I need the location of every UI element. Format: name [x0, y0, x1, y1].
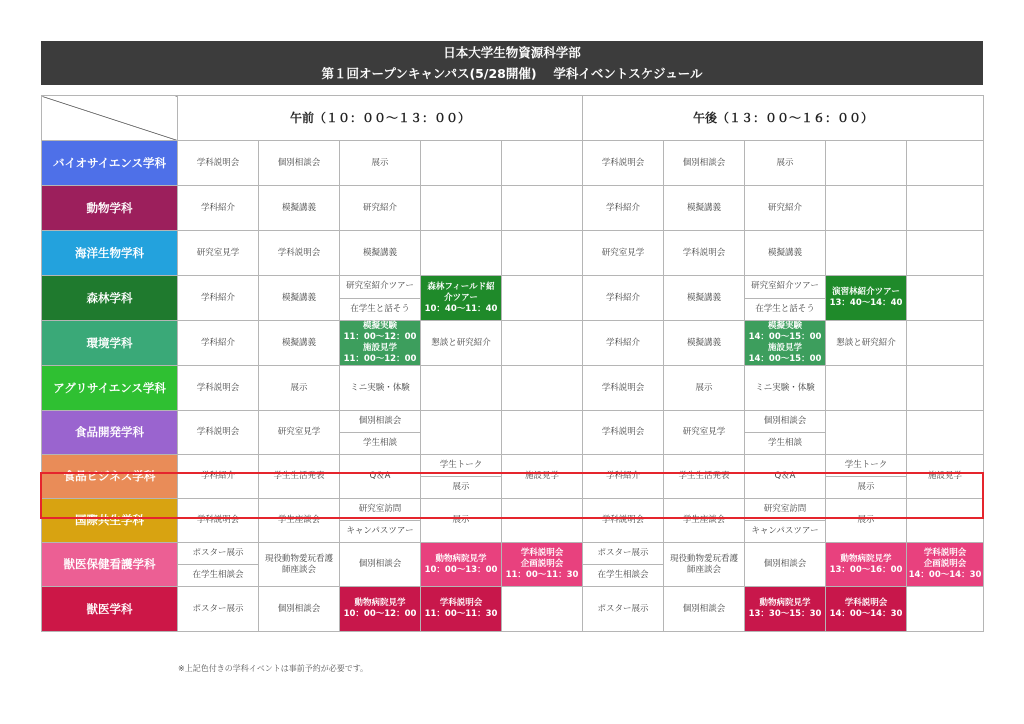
event-time: 11：00〜11：30 [424, 609, 498, 619]
event-cell: ポスター展示 [583, 543, 664, 565]
empty-cell [421, 186, 502, 231]
event-cell: 学科説明会 [583, 411, 664, 455]
empty-cell [502, 186, 583, 231]
event-cell: 学生相談 [745, 433, 826, 455]
event-time: 14：00〜15：00 [748, 354, 822, 364]
event-time: 11：00〜12：00 [343, 332, 417, 342]
event-cell: 研究紹介 [340, 186, 421, 231]
event-time: 14：00〜14：30 [908, 570, 982, 580]
event-cell: 展示 [664, 366, 745, 411]
empty-cell [907, 276, 984, 321]
event-cell: キャンパスツアー [745, 521, 826, 543]
period-am-header: 午前（１０：００〜１３：００） [178, 96, 583, 141]
table-row [42, 276, 984, 299]
event-cell: キャンパスツアー [340, 521, 421, 543]
event-cell: 模擬講義 [259, 186, 340, 231]
event-title: 学科説明会 [520, 548, 564, 558]
table-row [42, 231, 984, 276]
event-cell: 学科説明会 [178, 366, 259, 411]
event-title: 企画説明会 [520, 559, 564, 569]
event-cell: 施設見学 [502, 455, 583, 499]
event-cell: 学科説明会 [664, 231, 745, 276]
reserved-event-cell [340, 321, 421, 366]
event-cell: 学科説明会 [178, 499, 259, 543]
header-row [42, 96, 984, 141]
dept-food-development: 食品開発学科 [42, 411, 178, 455]
event-cell: ミニ実験・体験 [745, 366, 826, 411]
title-banner [41, 41, 983, 85]
event-cell: 個別相談会 [340, 543, 421, 587]
event-time: 13：40〜14：40 [829, 298, 903, 308]
event-cell: 研究室訪問 [745, 499, 826, 521]
event-cell: ポスター展示 [583, 587, 664, 632]
event-cell: 模擬講義 [340, 231, 421, 276]
event-cell: 研究室紹介ツアー [745, 276, 826, 299]
event-title: 動物病院見学 [759, 598, 811, 608]
table-row [42, 366, 984, 411]
event-cell: 学生トーク [826, 455, 907, 477]
empty-cell [421, 366, 502, 411]
event-cell: 模擬講義 [745, 231, 826, 276]
event-title: 施設見学 [767, 343, 802, 353]
event-cell: 学生座談会 [259, 499, 340, 543]
table-row [42, 411, 984, 433]
event-title: 企画説明会 [923, 559, 967, 569]
event-cell: 研究室訪問 [340, 499, 421, 521]
event-time: 13：30〜15：30 [748, 609, 822, 619]
empty-cell [907, 411, 984, 455]
event-cell: 懇談と研究紹介 [826, 321, 907, 366]
event-cell: 懇談と研究紹介 [421, 321, 502, 366]
event-cell: 学科紹介 [178, 321, 259, 366]
event-title: 演習林紹介ツアー [832, 287, 900, 297]
reserved-event-cell [826, 276, 907, 321]
table-row [42, 587, 984, 632]
event-cell: 個別相談会 [340, 411, 421, 433]
empty-cell [907, 587, 984, 632]
empty-cell [502, 276, 583, 321]
empty-cell [502, 587, 583, 632]
event-cell: 展示 [826, 477, 907, 499]
event-label: 現役動物愛玩看護師座談会 [265, 553, 334, 575]
table-row [42, 543, 984, 565]
schedule-table [41, 95, 984, 632]
event-title: 模擬実験 [362, 321, 397, 331]
event-cell: 学科紹介 [178, 455, 259, 499]
event-time: 10：00〜13：00 [424, 564, 498, 575]
event-cell: ポスター展示 [178, 543, 259, 565]
event-cell: 学科説明会 [583, 141, 664, 186]
event-cell: 展示 [340, 141, 421, 186]
event-cell: 学生生活発表 [259, 455, 340, 499]
empty-cell [502, 366, 583, 411]
event-cell: Q＆A [745, 455, 826, 499]
event-cell: 個別相談会 [259, 587, 340, 632]
dept-bioscience: バイオサイエンス学科 [42, 141, 178, 186]
event-time: 11：00〜12：00 [343, 354, 417, 364]
dept-food-business: 食品ビジネス学科 [42, 455, 178, 499]
event-cell: 学科説明会 [583, 366, 664, 411]
event-cell: 模擬講義 [664, 186, 745, 231]
event-cell: ポスター展示 [178, 587, 259, 632]
event-cell: 学科説明会 [178, 141, 259, 186]
empty-cell [907, 366, 984, 411]
event-cell: 学科説明会 [583, 499, 664, 543]
table-row [42, 499, 984, 521]
event-cell: 個別相談会 [745, 411, 826, 433]
event-cell: 個別相談会 [745, 543, 826, 587]
empty-cell [421, 411, 502, 455]
event-title: 動物病院見学 [354, 598, 406, 608]
reserved-event-cell [745, 587, 826, 632]
empty-cell [907, 231, 984, 276]
event-cell: 学科紹介 [583, 455, 664, 499]
event-cell: 研究室見学 [583, 231, 664, 276]
event-cell: 在学生相談会 [178, 565, 259, 587]
event-cell: 学生座談会 [664, 499, 745, 543]
event-cell: 個別相談会 [259, 141, 340, 186]
empty-cell [826, 366, 907, 411]
event-time: 10：40〜11：40 [424, 303, 498, 314]
event-cell: 学科紹介 [583, 321, 664, 366]
corner-cell [42, 96, 178, 141]
empty-cell [421, 231, 502, 276]
event-cell: 研究紹介 [745, 186, 826, 231]
event-time: 10：00〜12：00 [343, 609, 417, 619]
event-cell: 個別相談会 [664, 141, 745, 186]
event-title: 学科説明会 [439, 598, 483, 608]
event-cell: 模擬講義 [259, 321, 340, 366]
dept-animal-science: 動物学科 [42, 186, 178, 231]
event-cell: 展示 [421, 499, 502, 543]
dept-environment: 環境学科 [42, 321, 178, 366]
event-cell: 学科説明会 [259, 231, 340, 276]
period-pm-header: 午後（１３：００〜１６：００） [583, 96, 984, 141]
dept-vet-nursing: 獣医保健看護学科 [42, 543, 178, 587]
event-cell: 学生トーク [421, 455, 502, 477]
reserved-event-cell [502, 543, 583, 587]
dept-vet-medicine: 獣医学科 [42, 587, 178, 632]
reserved-event-cell [826, 587, 907, 632]
event-cell: 学科紹介 [583, 276, 664, 321]
event-cell: 展示 [421, 477, 502, 499]
event-time: 13：00〜16：00 [829, 564, 903, 575]
empty-cell [826, 186, 907, 231]
event-cell: 学科紹介 [178, 276, 259, 321]
event-cell: 在学生と話そう [745, 298, 826, 321]
table-row [42, 141, 984, 186]
event-title: 学科説明会 [923, 548, 967, 558]
reserved-event-cell [421, 276, 502, 321]
empty-cell [502, 321, 583, 366]
event-title: 模擬実験 [767, 321, 802, 331]
event-cell [259, 543, 340, 587]
empty-cell [502, 231, 583, 276]
event-title: 動物病院見学 [435, 553, 487, 564]
event-cell: 学科紹介 [178, 186, 259, 231]
dept-forest: 森林学科 [42, 276, 178, 321]
event-title: 学科説明会 [844, 598, 888, 608]
event-cell [664, 543, 745, 587]
event-title: 森林フィールド紹介ツアー [427, 281, 495, 303]
event-cell: 在学生相談会 [583, 565, 664, 587]
event-label: 現役動物愛玩看護師座談会 [670, 553, 739, 575]
table-row [42, 321, 984, 366]
event-cell: 研究室見学 [178, 231, 259, 276]
event-cell: 個別相談会 [664, 587, 745, 632]
event-cell: 学科説明会 [178, 411, 259, 455]
empty-cell [907, 141, 984, 186]
reserved-event-cell [421, 543, 502, 587]
empty-cell [502, 411, 583, 455]
footnote: ※上記色付きの学科イベントは事前予約が必要です。 [178, 664, 369, 673]
event-cell: 展示 [826, 499, 907, 543]
event-time: 11：00〜11：30 [505, 570, 579, 580]
empty-cell [907, 321, 984, 366]
table-row [42, 186, 984, 231]
event-cell: Q＆A [340, 455, 421, 499]
dept-marine: 海洋生物学科 [42, 231, 178, 276]
banner-line-2: 第１回オープンキャンパス(5/28開催) 学科イベントスケジュール [321, 66, 703, 81]
event-cell: 学生生活発表 [664, 455, 745, 499]
reserved-event-cell [745, 321, 826, 366]
empty-cell [826, 231, 907, 276]
empty-cell [907, 186, 984, 231]
empty-cell [421, 141, 502, 186]
banner-line-1: 日本大学生物資源科学部 [443, 45, 581, 60]
event-cell: 研究室見学 [259, 411, 340, 455]
event-cell: 在学生と話そう [340, 298, 421, 321]
event-cell: 学生相談 [340, 433, 421, 455]
event-title: 動物病院見学 [840, 553, 892, 564]
dept-international: 国際共生学科 [42, 499, 178, 543]
empty-cell [502, 141, 583, 186]
dept-agriscience: アグリサイエンス学科 [42, 366, 178, 411]
event-cell: 展示 [745, 141, 826, 186]
event-cell: 模擬講義 [664, 321, 745, 366]
reserved-event-cell [907, 543, 984, 587]
event-cell: 施設見学 [907, 455, 984, 499]
reserved-event-cell [340, 587, 421, 632]
event-cell: 研究室見学 [664, 411, 745, 455]
event-cell: 展示 [259, 366, 340, 411]
event-title: 施設見学 [362, 343, 397, 353]
table-row [42, 455, 984, 477]
event-time: 14：00〜15：00 [748, 332, 822, 342]
event-time: 14：00〜14：30 [829, 609, 903, 619]
empty-cell [907, 499, 984, 543]
empty-cell [502, 499, 583, 543]
reserved-event-cell [826, 543, 907, 587]
event-cell: 模擬講義 [664, 276, 745, 321]
event-cell: ミニ実験・体験 [340, 366, 421, 411]
event-cell: 学科紹介 [583, 186, 664, 231]
event-cell: 研究室紹介ツアー [340, 276, 421, 299]
empty-cell [826, 141, 907, 186]
reserved-event-cell [421, 587, 502, 632]
event-cell: 模擬講義 [259, 276, 340, 321]
empty-cell [826, 411, 907, 455]
